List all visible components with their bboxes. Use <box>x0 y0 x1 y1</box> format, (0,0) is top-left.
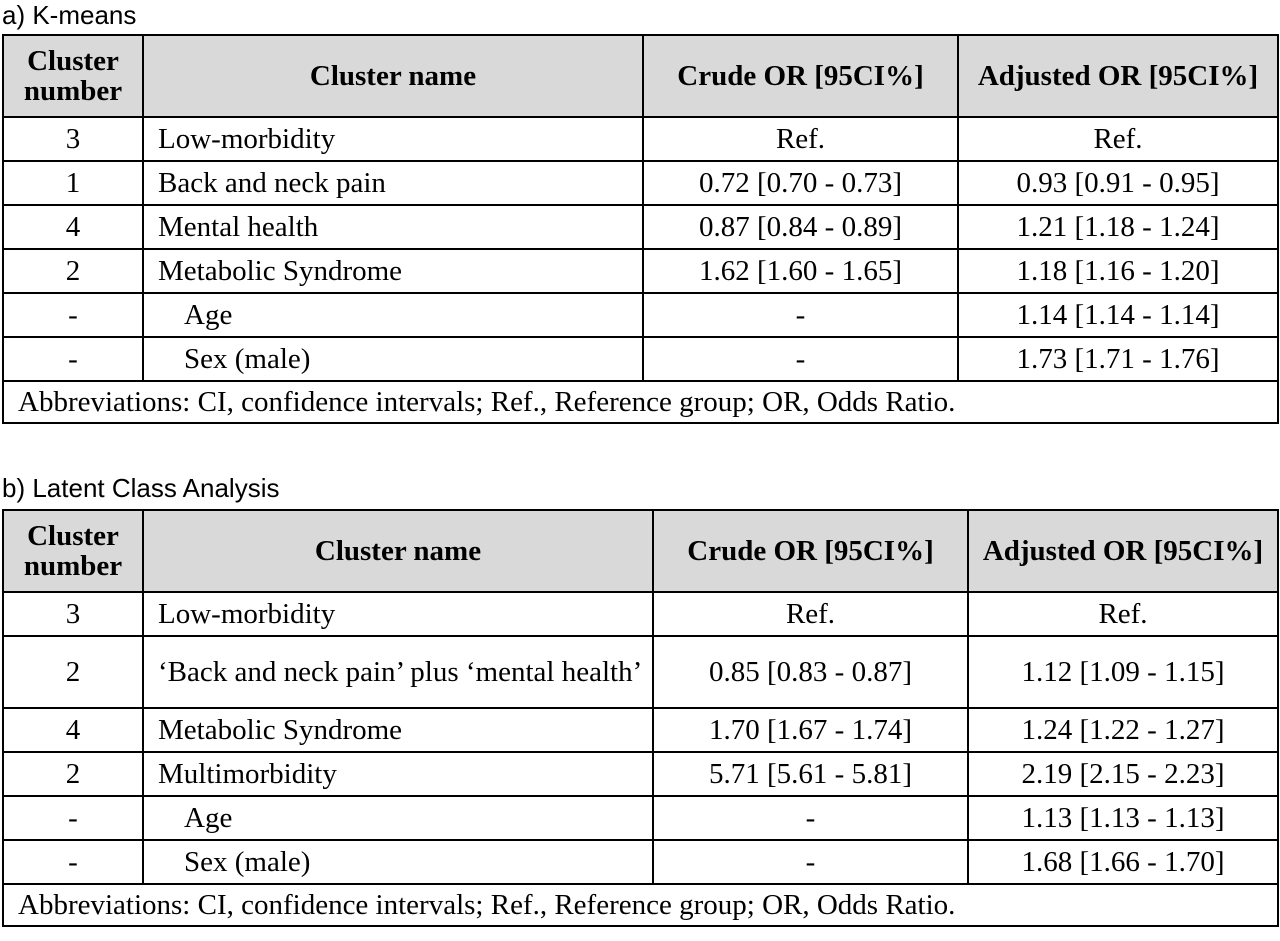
crude-or-cell: 1.70 [1.67 - 1.74] <box>653 708 968 752</box>
cluster-number-cell: - <box>3 840 143 884</box>
cluster-name-cell: Multimorbidity <box>143 752 653 796</box>
crude-or-cell: - <box>643 337 958 381</box>
cluster-name-cell: ‘Back and neck pain’ plus ‘mental health’ <box>143 636 653 708</box>
cluster-number-cell: - <box>3 293 143 337</box>
cluster-name-cell: Low-morbidity <box>143 592 653 636</box>
abbreviations-footnote: Abbreviations: CI, confidence intervals; Ref., Reference group; OR, Odds Ratio. <box>3 884 1278 926</box>
table-row <box>3 708 1278 752</box>
table-row <box>3 796 1278 840</box>
table-row <box>3 752 1278 796</box>
header-crude-or: Crude OR [95CI%] <box>653 510 968 592</box>
cluster-name-cell: Mental health <box>143 205 643 249</box>
footnote-row <box>3 381 1278 423</box>
crude-or-cell: - <box>643 293 958 337</box>
table-row <box>3 337 1278 381</box>
adjusted-or-cell: 2.19 [2.15 - 2.23] <box>968 752 1278 796</box>
table-row <box>3 205 1278 249</box>
crude-or-cell: 0.87 [0.84 - 0.89] <box>643 205 958 249</box>
header-cluster-name: Cluster name <box>143 35 643 117</box>
cluster-number-cell: 2 <box>3 249 143 293</box>
crude-or-cell: Ref. <box>643 117 958 161</box>
header-crude-or: Crude OR [95CI%] <box>643 35 958 117</box>
abbreviations-footnote: Abbreviations: CI, confidence intervals; Ref., Reference group; OR, Odds Ratio. <box>3 381 1278 423</box>
adjusted-or-cell: 1.73 [1.71 - 1.76] <box>958 337 1278 381</box>
lca-header-row <box>3 510 1278 592</box>
cluster-name-cell: Sex (male) <box>143 840 653 884</box>
cluster-number-cell: 4 <box>3 205 143 249</box>
crude-or-cell: - <box>653 840 968 884</box>
adjusted-or-cell: 1.13 [1.13 - 1.13] <box>968 796 1278 840</box>
cluster-number-cell: - <box>3 796 143 840</box>
cluster-name-cell: Age <box>143 796 653 840</box>
footnote-row <box>3 884 1278 926</box>
table-row <box>3 636 1278 708</box>
cluster-number-cell: 2 <box>3 752 143 796</box>
header-adjusted-or: Adjusted OR [95CI%] <box>958 35 1278 117</box>
crude-or-cell: 0.72 [0.70 - 0.73] <box>643 161 958 205</box>
table-row <box>3 840 1278 884</box>
table-row <box>3 293 1278 337</box>
cluster-number-cell: 3 <box>3 592 143 636</box>
adjusted-or-cell: 1.24 [1.22 - 1.27] <box>968 708 1278 752</box>
table-row <box>3 249 1278 293</box>
adjusted-or-cell: 0.93 [0.91 - 0.95] <box>958 161 1278 205</box>
cluster-name-cell: Age <box>143 293 643 337</box>
table-row <box>3 592 1278 636</box>
adjusted-or-cell: 1.12 [1.09 - 1.15] <box>968 636 1278 708</box>
lca-title: b) Latent Class Analysis <box>2 473 280 503</box>
adjusted-or-cell: 1.14 [1.14 - 1.14] <box>958 293 1278 337</box>
header-adjusted-or: Adjusted OR [95CI%] <box>968 510 1278 592</box>
cluster-number-cell: 2 <box>3 636 143 708</box>
header-cluster-number: Cluster number <box>3 510 143 592</box>
cluster-name-cell: Low-morbidity <box>143 117 643 161</box>
kmeans-table <box>2 34 1279 424</box>
table-row <box>3 161 1278 205</box>
crude-or-cell: 0.85 [0.83 - 0.87] <box>653 636 968 708</box>
adjusted-or-cell: 1.68 [1.66 - 1.70] <box>968 840 1278 884</box>
adjusted-or-cell: 1.21 [1.18 - 1.24] <box>958 205 1278 249</box>
cluster-number-cell: - <box>3 337 143 381</box>
lca-table <box>2 509 1279 927</box>
cluster-name-cell: Sex (male) <box>143 337 643 381</box>
crude-or-cell: - <box>653 796 968 840</box>
cluster-name-cell: Metabolic Syndrome <box>143 708 653 752</box>
kmeans-title: a) K-means <box>2 0 137 30</box>
crude-or-cell: Ref. <box>653 592 968 636</box>
cluster-number-cell: 1 <box>3 161 143 205</box>
kmeans-header-row <box>3 35 1278 117</box>
crude-or-cell: 5.71 [5.61 - 5.81] <box>653 752 968 796</box>
cluster-number-cell: 4 <box>3 708 143 752</box>
header-cluster-number: Cluster number <box>3 35 143 117</box>
adjusted-or-cell: 1.18 [1.16 - 1.20] <box>958 249 1278 293</box>
adjusted-or-cell: Ref. <box>968 592 1278 636</box>
table-row <box>3 117 1278 161</box>
cluster-name-cell: Metabolic Syndrome <box>143 249 643 293</box>
adjusted-or-cell: Ref. <box>958 117 1278 161</box>
cluster-number-cell: 3 <box>3 117 143 161</box>
cluster-name-cell: Back and neck pain <box>143 161 643 205</box>
header-cluster-name: Cluster name <box>143 510 653 592</box>
crude-or-cell: 1.62 [1.60 - 1.65] <box>643 249 958 293</box>
